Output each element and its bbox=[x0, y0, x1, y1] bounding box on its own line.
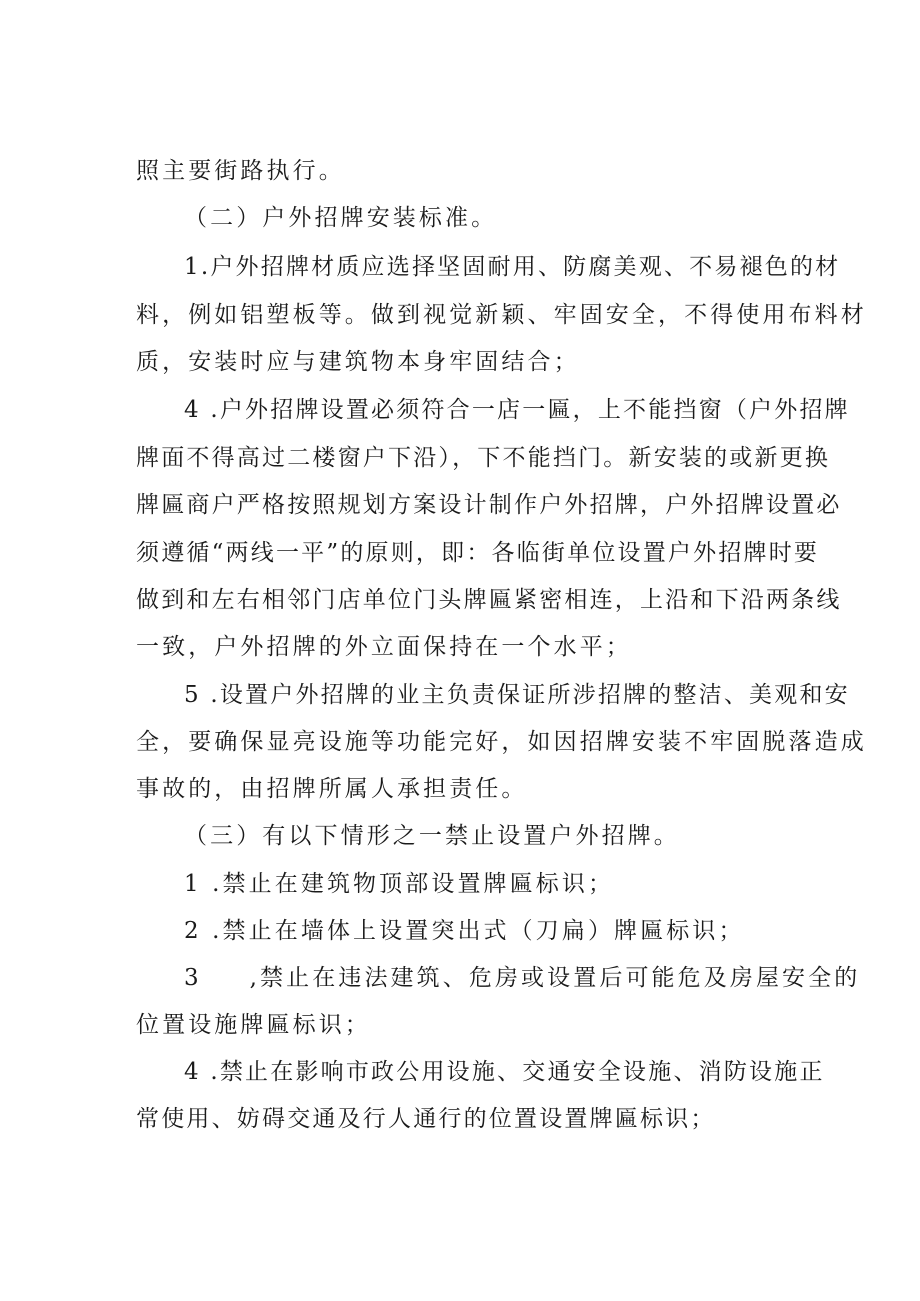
list-item-number: 3 bbox=[184, 965, 200, 991]
list-item: 4 .禁止在影响市政公用设施、交通安全设施、消防设施正 bbox=[184, 1059, 825, 1085]
text-line: 照主要街路执行。 bbox=[136, 158, 345, 184]
list-item-text: ,禁止在违法建筑、危房或设置后可能危及房屋安全的 bbox=[249, 965, 861, 991]
paragraph-line: 4 .户外招牌设置必须符合一店一匾，上不能挡窗（户外招牌 bbox=[184, 397, 850, 423]
paragraph-line: 质，安装时应与建筑物本身牢固结合； bbox=[136, 349, 580, 375]
paragraph-line: 全，要确保显亮设施等功能完好，如因招牌安装不牢固脱落造成 bbox=[136, 729, 867, 755]
paragraph-line: 牌面不得高过二楼窗户下沿），下不能挡门。新安装的或新更换 bbox=[136, 445, 831, 471]
paragraph-line: 5 .设置户外招牌的业主负责保证所涉招牌的整洁、美观和安 bbox=[184, 682, 850, 708]
paragraph-line: 料，例如铝塑板等。做到视觉新颖、牢固安全，不得使用布料材 bbox=[136, 302, 867, 328]
list-item: 1 .禁止在建筑物顶部设置牌匾标识； bbox=[184, 871, 615, 897]
paragraph-line: 1.户外招牌材质应选择坚固耐用、防腐美观、不易褪色的材 bbox=[184, 254, 841, 280]
paragraph-line: 一致，户外招牌的外立面保持在一个水平； bbox=[136, 634, 632, 660]
paragraph-line: 常使用、妨碍交通及行人通行的位置设置牌匾标识； bbox=[136, 1106, 716, 1132]
section-heading-2: （二）户外招牌安装标准。 bbox=[184, 205, 498, 231]
list-item: 2 .禁止在墙体上设置突出式（刀扁）牌匾标识； bbox=[184, 918, 745, 944]
paragraph-line: 做到和左右相邻门店单位门头牌匾紧密相连，上沿和下沿两条线 bbox=[136, 587, 842, 613]
section-heading-3: （三）有以下情形之一禁止设置户外招牌。 bbox=[184, 823, 680, 849]
paragraph-line: 事故的，由招牌所属人承担责任。 bbox=[136, 776, 528, 802]
paragraph-line: 须遵循“两线一平”的原则，即：各临街单位设置户外招牌时要 bbox=[136, 540, 820, 566]
list-item bbox=[184, 963, 860, 993]
paragraph-line: 牌匾商户严格按照规划方案设计制作户外招牌，户外招牌设置必 bbox=[136, 492, 842, 518]
paragraph-line: 位置设施牌匾标识； bbox=[136, 1012, 371, 1038]
